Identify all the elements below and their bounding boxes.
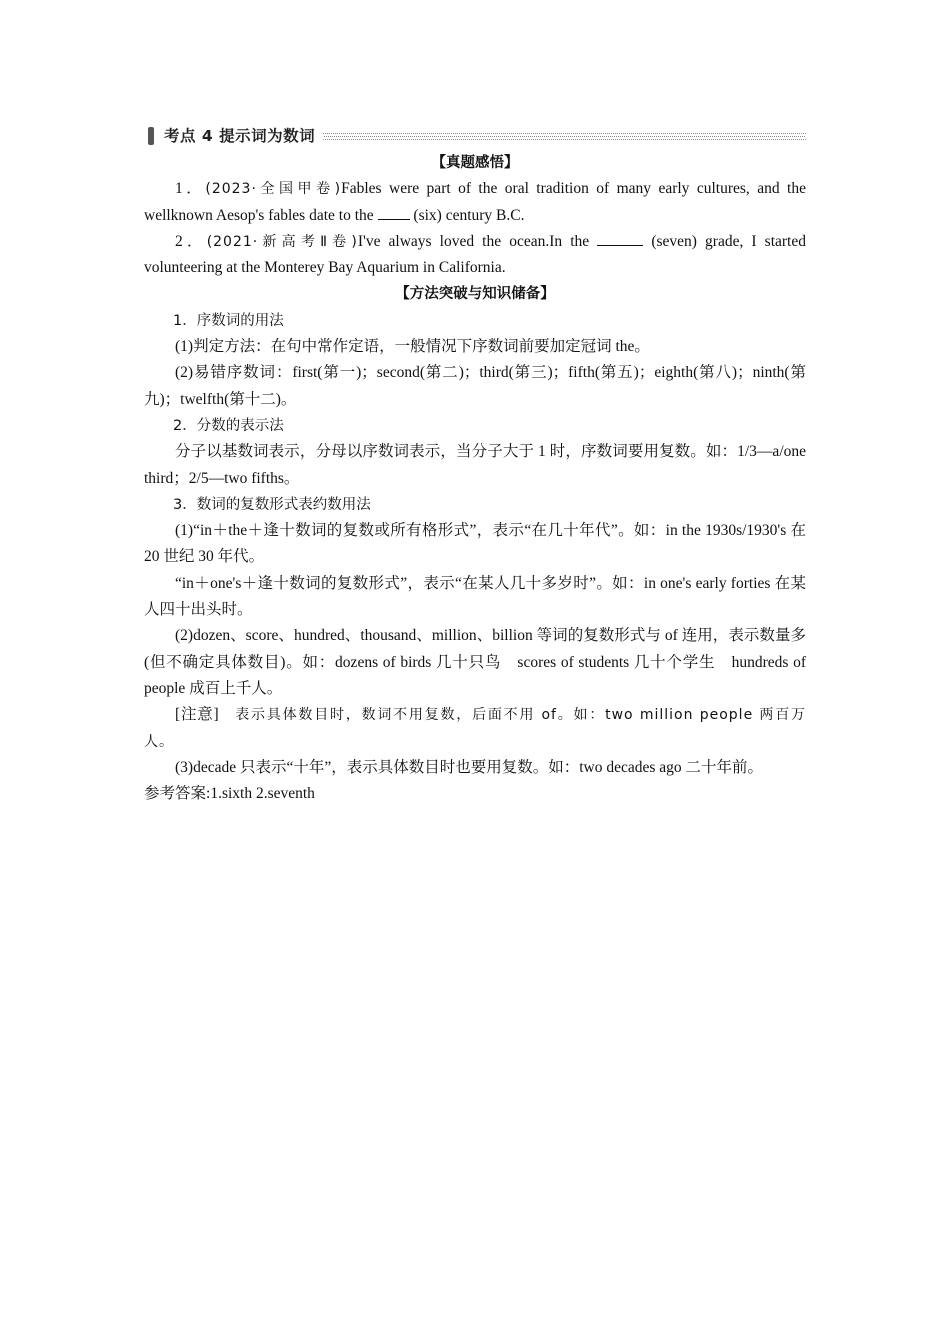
- question-1-blank: [378, 205, 410, 220]
- question-1-text: Fables were part of the oral tradition of many early cultures, and the wellknown Aesop's fables date to the: [144, 180, 806, 224]
- method-title: 【方法突破与知识储备】: [395, 286, 555, 303]
- heading-dotted-rule: [323, 133, 806, 140]
- question-2-text: I've always loved the ocean.In the: [357, 232, 598, 250]
- section-3-para-4: (3)decade 只表示“十年”，表示具体数目时也要用复数。如：two decades ago 二十年前。: [175, 758, 764, 776]
- question-1-hint: (six) century B.C.: [409, 206, 525, 224]
- question-2-source: (2021·新高考Ⅱ卷): [206, 233, 358, 250]
- topic-title: 考点 4 提示词为数词: [164, 126, 316, 145]
- question-2: [144, 229, 806, 282]
- zhenti-title: 【真题感悟】: [431, 155, 519, 171]
- answer-text: 1.sixth 2.seventh: [210, 785, 315, 803]
- topic-heading: [144, 122, 806, 150]
- section-2-para-1: 分子以基数词表示，分母以序数词表示，当分子大于 1 时，序数词要用复数。如：1/3—a/one third；2/5—two fifths。: [144, 443, 806, 487]
- answer-label: 参考答案:: [144, 785, 211, 803]
- question-1-source: (2023·全国甲卷): [205, 181, 342, 198]
- question-2-hint: (seven) grade, I started volunteering at the Monterey Bay Aquarium in California.: [144, 232, 806, 277]
- question-2-blank: [597, 231, 643, 246]
- answer-line: [144, 781, 806, 807]
- document-page: [144, 122, 806, 807]
- question-1-number: 1．: [175, 180, 206, 198]
- section-3-para-2: “in＋one's＋逢十数词的复数形式”，表示“在某人几十多岁时”。如：in one's early forties 在某人四十出头时。: [144, 574, 806, 619]
- section-3-title: 3．数词的复数形式表约数用法: [173, 496, 371, 513]
- heading-marker-icon: [148, 127, 154, 145]
- section-1-para-2: (2)易错序数词：first(第一)；second(第二)；third(第三)；fifth(第五)；eighth(第八)；ninth(第九)；twelfth(第十二)。: [144, 364, 806, 408]
- question-2-number: 2．: [175, 232, 207, 250]
- question-1: [144, 176, 806, 229]
- note-label: [注意]: [175, 706, 219, 724]
- section-2-title: 2．分数的表示法: [173, 417, 284, 434]
- note-text: 表示具体数目时，数词不用复数，后面不用 of。如：two million people 两百万人。: [144, 707, 806, 750]
- section-1-para-1: (1)判定方法：在句中常作定语，一般情况下序数词前要加定冠词 the。: [175, 338, 650, 356]
- section-1-title: 1．序数词的用法: [173, 312, 284, 329]
- section-3-para-1: (1)“in＋the＋逢十数词的复数或所有格形式”，表示“在几十年代”。如：in the 1930s/1930's 在 20 世纪 30 年代。: [144, 522, 806, 566]
- note-paragraph: [144, 702, 806, 755]
- section-3-para-3: (2)dozen、score、hundred、thousand、million、billion 等词的复数形式与 of 连用，表示数量多(但不确定具体数目)。如：dozens of birds 几十只鸟 scores of students 几十个学生 hundreds of people 成百上千人。: [144, 627, 806, 697]
